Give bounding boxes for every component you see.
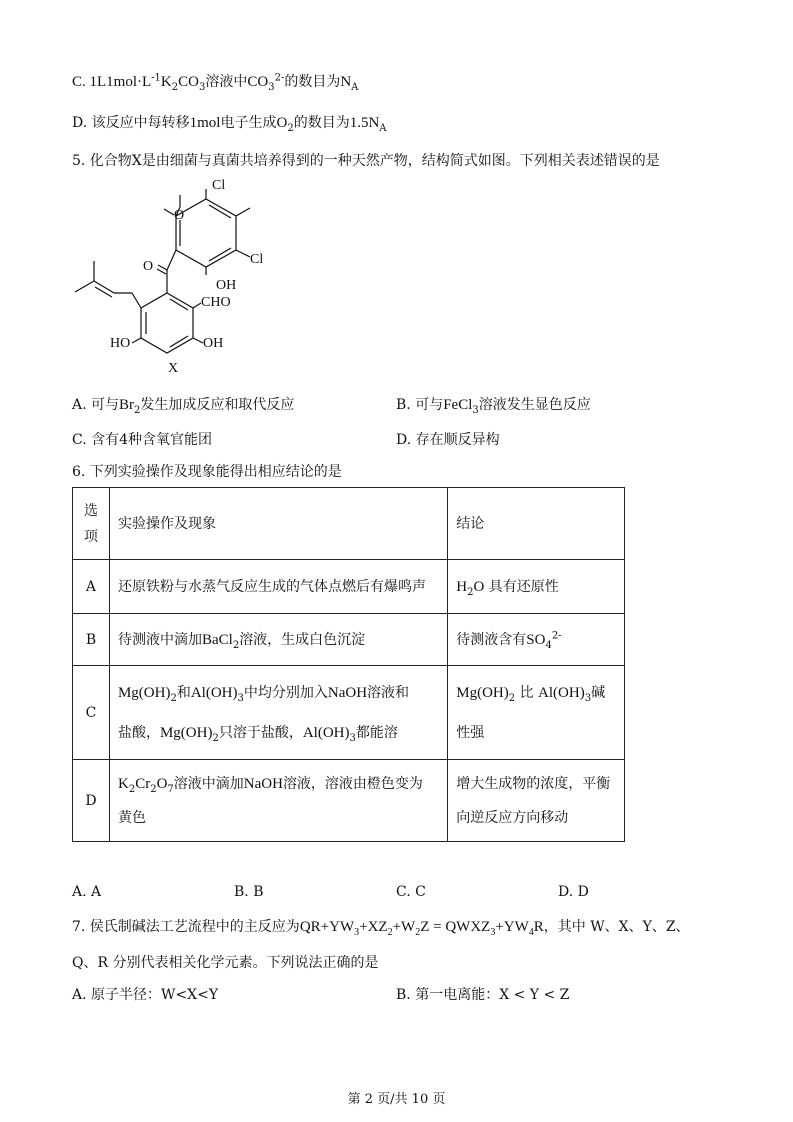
- table-row-c: C $Mg(OH)_2$和$Al(OH)_3$中均分别加入NaOH溶液和 盐酸，$Mg(OH)_2$只溶于盐酸，$Al(OH)_3$都能溶 $Mg(OH)_2$ 比 $Al(OH)_3$碱 性强: [73, 666, 625, 760]
- q5-option-c: C. 含有4种含氧官能团: [72, 432, 213, 448]
- q7-option-b: B. 第一电离能：X < Y < Z: [396, 987, 570, 1003]
- q6-option-c: C. C: [396, 884, 426, 900]
- q4-option-d: D. 该反应中每转移1mol电子生成$O_2$的数目为$1.5N_A$: [72, 115, 387, 134]
- q5-stem: 5. 化合物X是由细菌与真菌共培养得到的一种天然产物，结构简式如图。下列相关表述错误的是: [72, 153, 660, 169]
- molecule-label-ho-left: HO: [110, 336, 131, 351]
- q6-experiment-table: [72, 487, 625, 842]
- molecule-label-cho: CHO: [201, 295, 231, 310]
- molecule-label-oh-mid: OH: [216, 278, 237, 293]
- q6-option-a: A. A: [72, 884, 102, 900]
- table-row-d: D $K_2Cr_2O_7$溶液中滴加NaOH溶液，溶液由橙色变为 黄色 增大生成物的浓度，平衡 向逆反应方向移动: [73, 760, 625, 842]
- q6-option-d: D. D: [558, 884, 589, 900]
- q5-option-d: D. 存在顺反异构: [396, 432, 500, 448]
- q7-option-a: A. 原子半径：W<X<Y: [72, 987, 219, 1003]
- q7-equation: $QR+YW_3+XZ_2+W_2Z$ = $QWXZ_3+YW_4R$: [299, 919, 544, 938]
- molecule-name-x: X: [168, 361, 179, 375]
- q7-stem-line1: 7. 侯氏制碱法工艺流程中的主反应为$QR+YW_3+XZ_2+W_2Z$ = $QWXZ_3+YW_4R$，其中 W、X、Y、Z、: [72, 919, 690, 938]
- header-option: 选项: [73, 488, 110, 560]
- molecule-label-methoxy-o: O: [174, 208, 185, 223]
- q5-option-a: A. 可与$Br_2$发生加成反应和取代反应: [72, 397, 295, 416]
- table-header-row: [73, 488, 625, 560]
- header-conclusion: 结论: [448, 488, 625, 560]
- q6-stem: 6. 下列实验操作及现象能得出相应结论的是: [72, 464, 342, 480]
- q4-option-c: C. $1L1mol\cdot L^{-1}K_2CO_3$溶液中$CO_3^{2-}$的数目为$N_A$: [72, 72, 359, 93]
- table-row-a: A 还原铁粉与水蒸气反应生成的气体点燃后有爆鸣声 $H_2O$ 具有还原性: [73, 560, 625, 614]
- q6-option-b: B. B: [234, 884, 264, 900]
- q7-stem-line2: Q、R 分别代表相关化学元素。下列说法正确的是: [72, 955, 379, 971]
- q5-option-b: B. 可与FeCl$_3$溶液发生显色反应: [396, 397, 591, 416]
- table-row-b: B 待测液中滴加BaCl$_2$溶液，生成白色沉淀 待测液含有$SO_4^{2-}$: [73, 614, 625, 666]
- page-footer: 第 2 页/共 10 页: [347, 1092, 446, 1107]
- molecule-label-cl-right: Cl: [250, 252, 264, 267]
- molecule-label-oh-right: OH: [203, 336, 224, 351]
- molecule-label-cl-top: Cl: [212, 178, 226, 193]
- molecule-label-ketone-o: O: [143, 259, 154, 274]
- molecule-x-structure: [70, 175, 280, 375]
- header-operation: 实验操作及现象: [109, 488, 447, 560]
